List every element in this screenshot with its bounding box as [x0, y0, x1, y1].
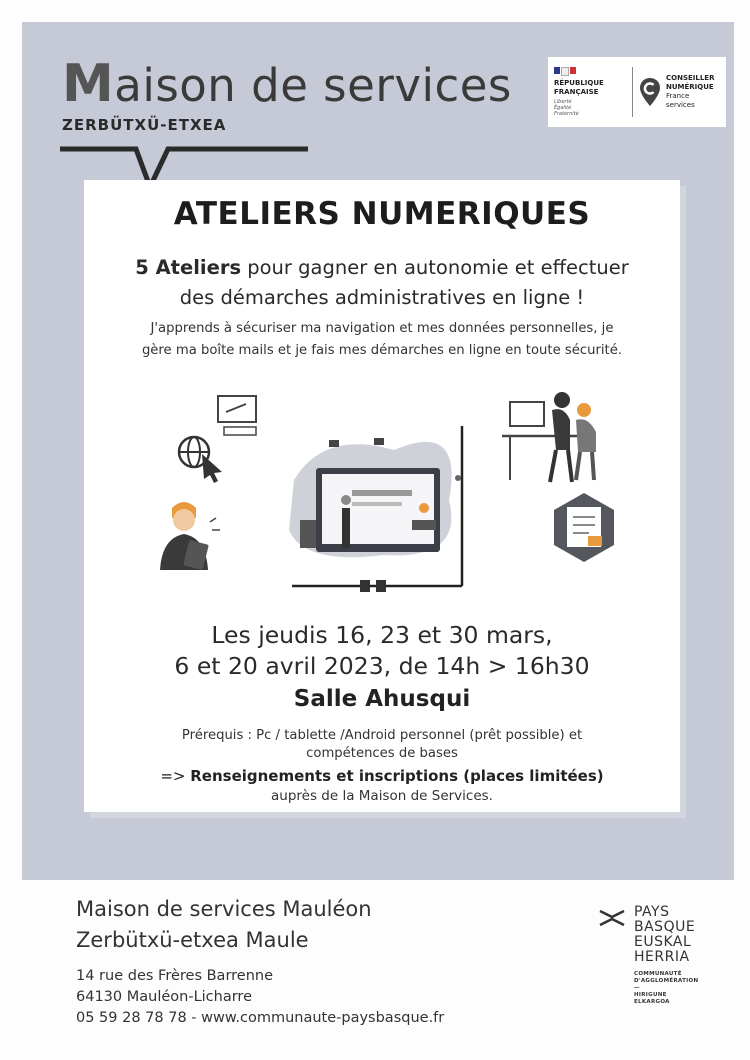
pb-small-1: COMMUNAUTÉ	[634, 971, 682, 977]
french-flag-icon	[554, 67, 626, 76]
footer-address	[76, 966, 444, 1029]
conseiller-line-4: services	[666, 101, 695, 109]
pb-small-5: ELKARGOA	[634, 999, 670, 1005]
motto-line-2: Égalité	[554, 105, 572, 111]
dates-line-2: 6 et 20 avril 2023, de 14h > 16h30	[174, 652, 590, 680]
document-hexagon-icon	[554, 493, 614, 562]
pb-small-4: HIRIGUNE	[634, 992, 667, 998]
workshop-dates	[84, 620, 680, 682]
detail-text	[84, 318, 680, 362]
dates-line-1: Les jeudis 16, 23 et 30 mars,	[211, 621, 553, 649]
map-pin-icon	[639, 77, 661, 107]
brand-title-initial: M	[62, 54, 115, 114]
conseiller-line-3: France	[666, 92, 690, 100]
republique-line-1: RÉPUBLIQUE	[554, 79, 604, 87]
person-tablet-icon	[160, 502, 220, 570]
motto-line-3: Fraternité	[554, 111, 579, 117]
globe-cursor-icon	[179, 437, 222, 483]
logo-divider	[632, 67, 633, 117]
pb-small-3: —	[634, 985, 640, 991]
prereq-line-2: compétences de bases	[306, 746, 458, 761]
partner-logos	[548, 57, 726, 127]
maison-de-services-logo	[62, 54, 512, 134]
pays-basque-logo	[598, 905, 718, 1006]
registration-info	[84, 766, 680, 786]
detail-line-1: J'apprends à sécuriser ma navigation et mes données personnelles, je	[150, 321, 614, 336]
contact-line: 05 59 28 78 78 - www.communaute-paysbasque.fr	[76, 1010, 445, 1026]
footer-organization	[76, 894, 372, 956]
republique-line-2: FRANÇAISE	[554, 88, 599, 96]
lead-line-2: des démarches administratives en ligne !	[179, 286, 585, 309]
pb-line-2: BASQUE	[634, 919, 696, 935]
lead-rest: pour gagner en autonomie et effectuer	[241, 256, 629, 279]
brand-title-rest: aison de services	[114, 59, 512, 112]
detail-line-2: gère ma boîte mails et je fais mes démarches en ligne en toute sécurité.	[141, 343, 623, 358]
pb-line-3: EUSKAL	[634, 934, 692, 950]
republique-francaise-logo	[554, 67, 626, 117]
people-at-computer-icon	[502, 392, 596, 482]
conseiller-line-1: CONSEILLER	[666, 74, 715, 82]
registration-location: auprès de la Maison de Services.	[271, 788, 493, 804]
address-line-1: 14 rue des Frères Barrenne	[76, 968, 274, 984]
conseiller-numerique-logo	[639, 74, 714, 110]
rens-prefix: =>	[160, 767, 191, 785]
motto-line-1: Liberté	[554, 99, 572, 105]
brand-title	[62, 54, 512, 114]
lead-bold: 5 Ateliers	[135, 256, 242, 279]
pb-line-4: HERRIA	[634, 949, 690, 965]
pb-line-1: PAYS	[634, 904, 670, 920]
presentation-scene	[289, 438, 461, 557]
computer-monitor-icon	[218, 396, 256, 435]
address-line-2: 64130 Mauléon-Licharre	[76, 989, 252, 1005]
venue-name: Salle Ahusqui	[293, 686, 471, 712]
digital-workshop-illustration	[84, 380, 680, 610]
footer-name-line-2: Zerbütxü-etxea Maule	[76, 928, 309, 952]
prerequisites	[84, 727, 680, 763]
lead-text	[84, 253, 680, 313]
prereq-line-1: Prérequis : Pc / tablette /Android personnel (prêt possible) et	[181, 728, 583, 743]
ateliers-title: ATELIERS NUMERIQUES	[173, 196, 591, 232]
conseiller-line-2: NUMÉRIQUE	[666, 83, 714, 91]
pays-basque-mark-icon	[598, 907, 628, 929]
brand-subtitle: ZERBÜTXÜ-ETXEA	[62, 116, 227, 134]
pb-small-2: D'AGGLOMÉRATION	[634, 978, 699, 984]
footer-name-line-1: Maison de services Mauléon	[76, 897, 372, 921]
rens-bold: Renseignements et inscriptions (places limitées)	[190, 767, 604, 785]
